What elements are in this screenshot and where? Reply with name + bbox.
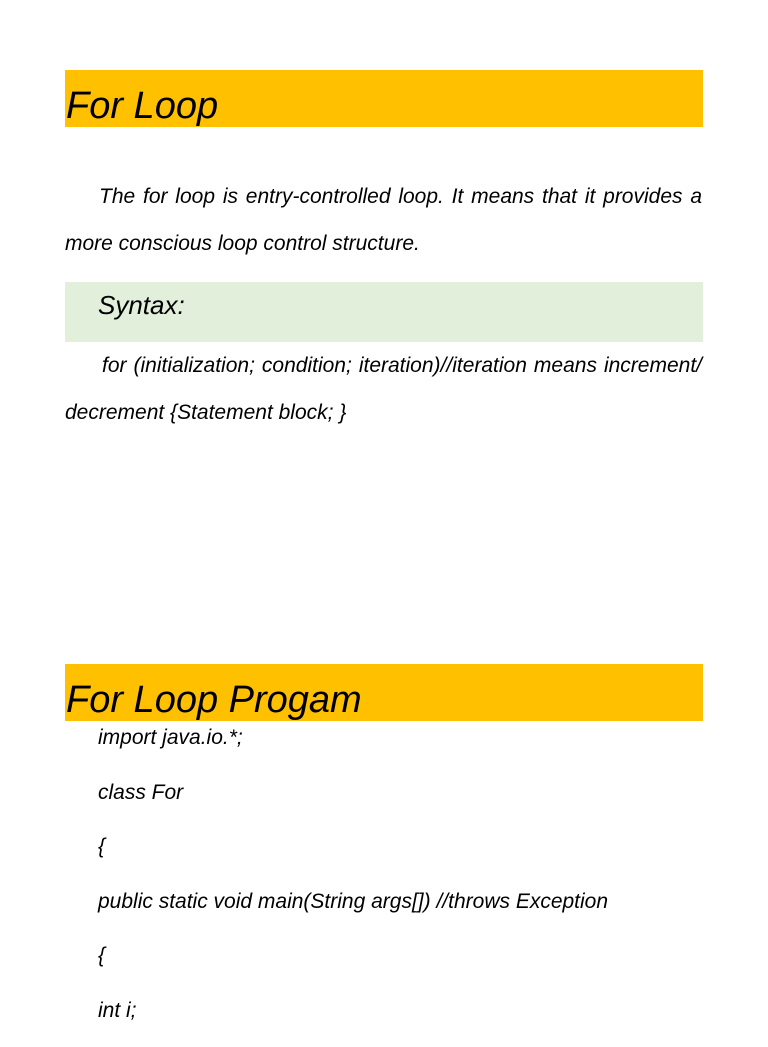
section-heading-program: For Loop Progam <box>66 681 362 719</box>
code-line: class For <box>98 775 608 830</box>
syntax-band <box>65 282 703 342</box>
code-listing <box>98 720 608 1047</box>
code-line: public static void main(String args[]) //throws Exception <box>98 884 608 939</box>
section-heading-for-loop: For Loop <box>66 87 218 125</box>
code-line: { <box>98 829 608 884</box>
code-line: import java.io.*; <box>98 720 608 775</box>
intro-paragraph: The for loop is entry-controlled loop. It means that it provides a more conscious loop control structure. <box>65 173 702 267</box>
section-heading-band <box>65 70 703 127</box>
syntax-paragraph: for (initialization; condition; iteration)//iteration means increment/ decrement {Statement block; } <box>65 342 702 436</box>
code-line: { <box>98 938 608 993</box>
syntax-label: Syntax: <box>98 290 185 320</box>
section-heading-band <box>65 664 703 721</box>
code-line: int i; <box>98 993 608 1047</box>
